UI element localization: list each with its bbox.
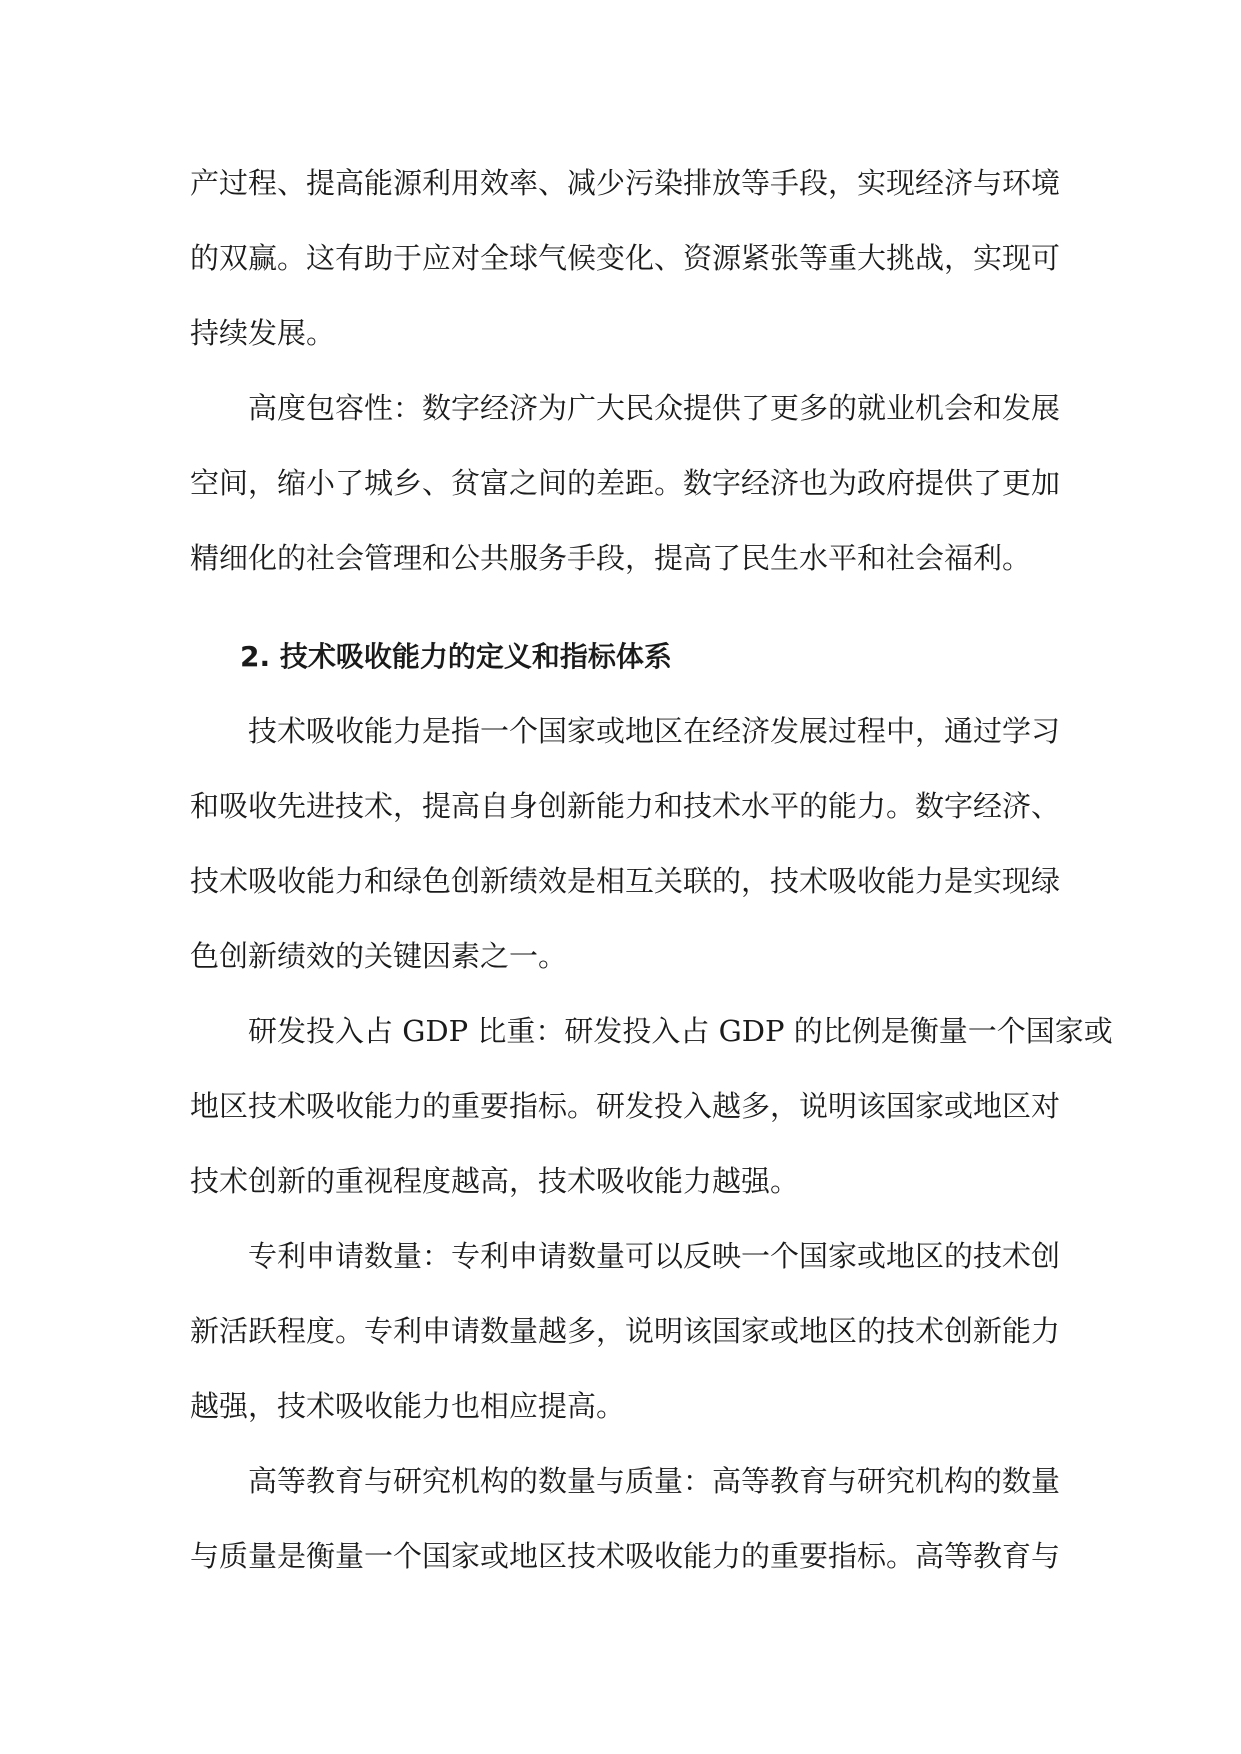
paragraph-higher-education: [190, 1444, 1060, 1594]
text-line: 和吸收先进技术，提高自身创新能力和技术水平的能力。数字经济、: [190, 789, 1061, 823]
document-body: [190, 146, 1113, 1594]
text-line: 越强，技术吸收能力也相应提高。: [190, 1389, 626, 1423]
paragraph-definition: [190, 694, 1060, 994]
paragraph-inclusiveness: [190, 371, 1060, 596]
text-line: 地区技术吸收能力的重要指标。研发投入越多，说明该国家或地区对: [190, 1089, 1061, 1123]
text-line: 的双赢。这有助于应对全球气候变化、资源紧张等重大挑战，实现可: [190, 241, 1061, 275]
text-line: 持续发展。: [190, 316, 336, 350]
text-line: 高度包容性：数字经济为广大民众提供了更多的就业机会和发展: [248, 391, 1061, 425]
text-line: 技术吸收能力是指一个国家或地区在经济发展过程中，通过学习: [248, 714, 1061, 748]
section-heading: 2. 技术吸收能力的定义和指标体系: [240, 640, 672, 673]
text-line: 与质量是衡量一个国家或地区技术吸收能力的重要指标。高等教育与: [190, 1539, 1061, 1573]
paragraph-patents: [190, 1219, 1060, 1444]
text-line: 新活跃程度。专利申请数量越多，说明该国家或地区的技术创新能力: [190, 1314, 1061, 1348]
text-line: 技术吸收能力和绿色创新绩效是相互关联的，技术吸收能力是实现绿: [190, 864, 1061, 898]
text-line: 空间，缩小了城乡、贫富之间的差距。数字经济也为政府提供了更加: [190, 466, 1061, 500]
text-line: 高等教育与研究机构的数量与质量：高等教育与研究机构的数量: [248, 1464, 1061, 1498]
text-line: 产过程、提高能源利用效率、减少污染排放等手段，实现经济与环境: [190, 166, 1061, 200]
text-line: 研发投入占 GDP 比重：研发投入占 GDP 的比例是衡量一个国家或: [248, 1014, 1113, 1048]
text-line: 专利申请数量：专利申请数量可以反映一个国家或地区的技术创: [248, 1239, 1061, 1273]
paragraph-rd-ratio: [190, 994, 1113, 1219]
paragraph-green-continuation: [190, 146, 1060, 371]
text-line: 精细化的社会管理和公共服务手段，提高了民生水平和社会福利。: [190, 541, 1032, 575]
text-line: 色创新绩效的关键因素之一。: [190, 939, 568, 973]
text-line: 技术创新的重视程度越高，技术吸收能力越强。: [190, 1164, 800, 1198]
